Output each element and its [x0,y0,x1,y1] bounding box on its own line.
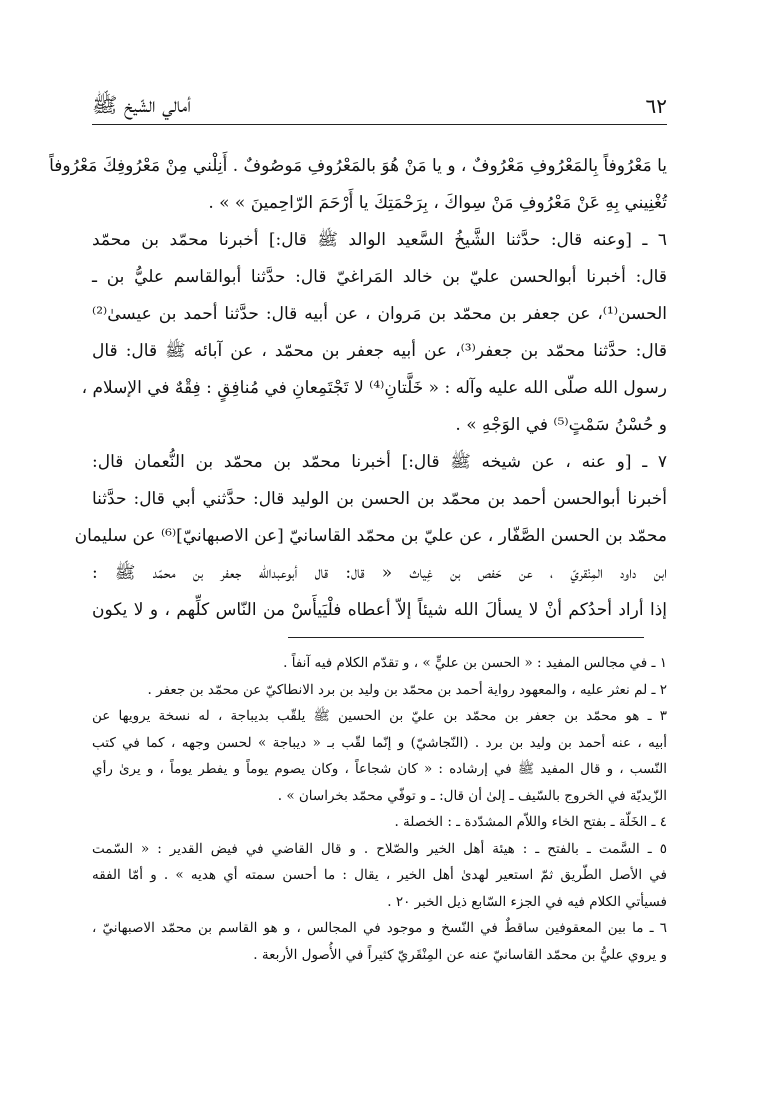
footnote-line: و يروي عليُّ بن محمّد القاسانيّ عنه عن المِنْقَريّ كثيراً في الأُصول الأربعة . [253,946,667,963]
text-line: رسول الله صلّى الله عليه وآله : « خَلَّتانِ⁽⁴⁾ لا تَجْتَمِعانِ في مُنافِقٍ : فِقْهٌ في الإسلام ، [81,378,667,398]
text-line: تُغْنِيني بِهِ عَنْ مَعْرُوفِ مَنْ سِواكَ ، بِرَحْمَتِكَ يا أَرْحَمَ الرّاحِمينَ » » . [208,193,667,213]
footnote-line: في الأصل الطّريق ثمّ استعير لهدىٰ أهل الخير ، يقال : ما أحسن سمته أي هديه » . و أمّا الفقه [92,867,667,883]
footnote-line: ١ ـ في مجالس المفيد : « الحسن بن عليٍّ » ، و تقدّم الكلام فيه آنفاً . [283,655,667,671]
text-line: ابن داود المِنْقريّ ، عن حَفص بن غِياث « قال: قال أبوعبدالله جعفر بن محمّد ﷺ : [92,563,667,583]
footnote-line: ٢ ـ لم نعثر عليه ، والمعهود رواية أحمد بن محمّد بن وليد بن برد الانطاكيّ عن محمّد بن جعفر . [147,681,667,698]
main-text [49,148,667,629]
footnote-line: أبيه ، عنه أحمد بن وليد بن برد . (النّجاشيّ) و إنّما لقّب بـ « ديباجة » لحسن وجهه ، كما في كتب [92,734,667,751]
text-line: ٦ ـ [وعنه قال: حدَّثنا الشَّيخُ السَّعيد الوالد ﷺ قال:] أخبرنا محمّد بن محمّد [92,230,667,250]
text-line: قال: أخبرنا أبوالحسن عليّ بن خالد المَراغيّ قال: حدَّثنا أبوالقاسم عليُّ بن ـ [92,267,667,287]
footnote-line: ٥ ـ السَّمت ـ بالفتح ـ : هيئة أهل الخير والصّلاح . و قال القاضي في فيض القدير : « السّمت [92,840,667,857]
text-line: الحسن⁽¹⁾، عن جعفر بن محمّد بن مَروان ، عن أبيه قال: حدَّثنا أحمد بن عيسىٰ⁽²⁾ [92,304,667,324]
text-line: ٧ ـ [و عنه ، عن شيخه ﷺ قال:] أخبرنا محمّد بن محمّد بن النُّعمان قال: [92,452,667,472]
text-line: إذا أراد أحدُكم أنْ لا يسألَ الله شيئاً إلاّ أعطاه فلْيَيأَسْ من النّاس كلِّهم ، و لا يكون [92,600,667,620]
footnote-separator [288,637,644,638]
page-number: ٦٢ [645,94,667,118]
text-line: و حُسْنُ سَمْتٍ⁽⁵⁾ في الوَجْهِ » . [455,415,667,435]
footnote-line: ٦ ـ ما بين المعقوفين ساقطٌ في النّسخ و موجود في المجالس ، و هو القاسم بن محمّد الاصبهانيّ ، [92,920,667,936]
footnotes [92,650,667,968]
footnote-line: الزّيديّة في الخروج بالسّيف ـ إلىٰ أن قال: ـ و توفّي محمّد بخراسان » . [277,787,667,804]
text-line: محمّد بن الحسن الصَّفّار ، عن عليّ بن محمّد القاسانيّ [عن الاصبهانيّ]⁽⁶⁾ عن سليمان [74,526,667,546]
text-line: أخبرنا أبوالحسن أحمد بن محمّد بن الحسن بن الوليد قال: حدَّثني أبي قال: حدَّثنا [92,489,667,509]
text-line: يا مَعْرُوفاً بِالمَعْرُوفِ مَعْرُوفٌ ، و يا مَنْ هُوَ بالمَعْرُوفِ مَوصُوفٌ . أَنِلْني مِنْ مَعْرُوفِكَ مَعْرُوفاً [49,156,667,176]
running-title: أمالي الشّيخ ﷺ [92,93,191,117]
page-header [92,88,667,125]
footnote-line: النّسب ، و قال المفيد ﷺ في إرشاده : « كان شجاعاً ، وكان يصوم يوماً و يفطر يوماً ، و يرىٰ رأي [92,761,667,777]
footnote-line: ٣ ـ هو محمّد بن جعفر بن محمّد بن عليّ بن الحسين ﷺ يلقّب بديباجة ، له نسخة يرويها عن [92,708,667,724]
footnote-line: ٤ ـ الخَلّة ـ بفتح الخاء واللاّم المشدّدة ـ : الخصلة . [394,814,667,830]
text-line: قال: حدَّثنا محمّد بن جعفر⁽³⁾، عن أبيه جعفر بن محمّد ، عن آبائه ﷺ قال: قال [92,341,667,361]
footnote-line: فسيأتي الكلام فيه في الجزء السّابع ذيل الخبر ٢٠ . [387,893,667,910]
